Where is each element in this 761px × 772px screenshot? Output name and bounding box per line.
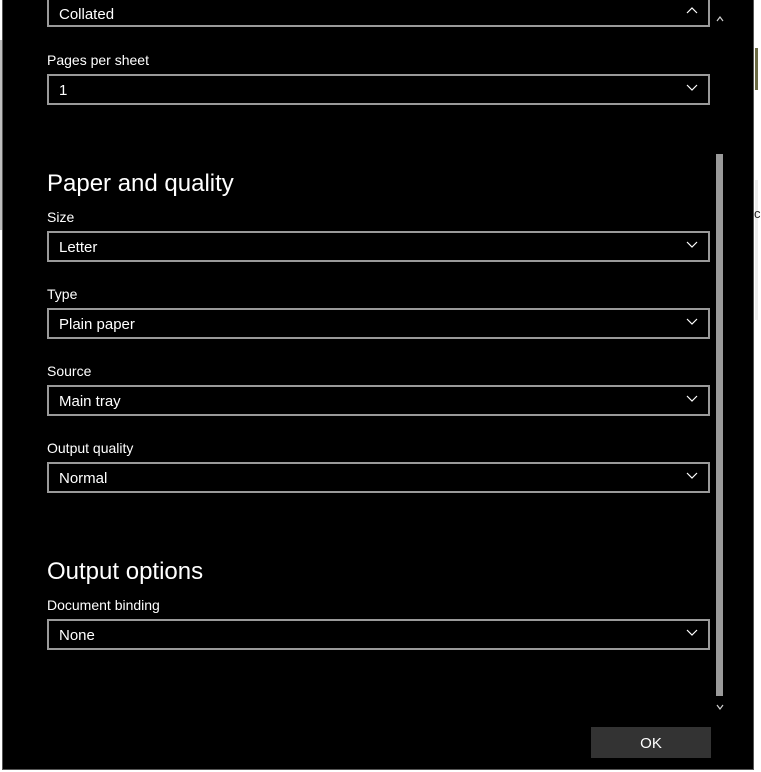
scrollbar-thumb[interactable] — [716, 154, 723, 696]
chevron-down-icon — [686, 629, 698, 637]
pages-per-sheet-label: Pages per sheet — [47, 52, 149, 68]
ok-button[interactable]: OK — [591, 727, 711, 758]
size-dropdown[interactable] — [47, 231, 710, 262]
scroll-down-icon[interactable] — [714, 702, 726, 712]
document-binding-label: Document binding — [47, 597, 160, 613]
output-quality-value: Normal — [59, 470, 108, 487]
pages-per-sheet-value: 1 — [59, 82, 68, 99]
type-dropdown[interactable] — [47, 308, 710, 339]
type-value: Plain paper — [59, 316, 135, 333]
chevron-up-icon — [686, 6, 698, 14]
type-label: Type — [47, 286, 78, 302]
chevron-down-icon — [686, 84, 698, 92]
output-options-heading: Output options — [47, 558, 204, 585]
background-app-image — [755, 48, 758, 90]
source-label: Source — [47, 363, 92, 379]
scroll-up-icon[interactable] — [714, 14, 726, 24]
document-binding-value: None — [59, 627, 95, 644]
pages-per-sheet-dropdown[interactable] — [47, 74, 710, 105]
print-options-dialog — [2, 0, 754, 770]
collation-value: Collated — [59, 6, 115, 23]
paper-quality-heading: Paper and quality — [47, 170, 234, 197]
size-value: Letter — [59, 239, 98, 256]
chevron-down-icon — [686, 472, 698, 480]
vertical-scrollbar[interactable] — [714, 14, 726, 712]
background-app-text: c — [754, 206, 761, 221]
output-quality-dropdown[interactable] — [47, 462, 710, 493]
chevron-down-icon — [686, 241, 698, 249]
output-quality-label: Output quality — [47, 440, 134, 456]
collation-dropdown[interactable] — [47, 0, 710, 27]
document-binding-dropdown[interactable] — [47, 619, 710, 650]
chevron-down-icon — [686, 318, 698, 326]
background-app-right-strip — [755, 180, 758, 320]
source-dropdown[interactable] — [47, 385, 710, 416]
chevron-down-icon — [686, 395, 698, 403]
size-label: Size — [47, 209, 75, 225]
source-value: Main tray — [59, 393, 121, 410]
